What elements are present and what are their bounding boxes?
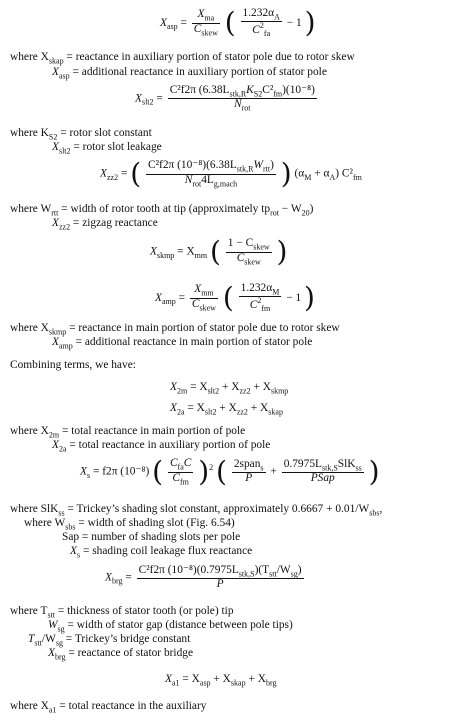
fraction: $\frac{C^2f2\pi (6.38L_{stk,R}K_{S2}C^2_{fm})(10^{-8})}{N_{rot}}$ [169, 84, 315, 113]
fraction: $\frac{C^2f2\pi (10^{-8})(6.38L_{stk,R}W_{rtt})}{N_{rot}4L_{g,mach}}$ [148, 159, 274, 188]
definition-line: where $X_{skmp}$ = reactance in main portion of stator pole due to rotor skew [10, 322, 340, 337]
definition-line: $X_s$ = shading coil leakage flux reactance [70, 545, 253, 560]
definition-line: where $W_{sbs}$ = width of shading slot (Fig. 6.54) [24, 517, 235, 532]
fraction: $\frac{C_{fa}C}{C_{fm}}$ [169, 457, 192, 486]
definition-line: $X_{2a}$ = total reactance in auxiliary portion of pole [52, 439, 271, 454]
definition-line: $W_{sg}$ = width of stator gap (distance between pole tips) [48, 619, 293, 634]
fraction: $\frac{1.232\alpha_M}{C^2_{fm}}$ [240, 282, 280, 314]
equation-x-skmp: $X_{skmp} = X_{mm}$ ( $\frac{1 - C_{skew}}{C_{skew}}$ ) [150, 235, 288, 268]
fraction: $\frac{X_{ma}}{C_{skew}}$ [193, 8, 218, 37]
equation-x-2m: $X_{2m} = X_{slt2} + X_{zz2} + X_{skmp}$ [170, 381, 289, 396]
equation-x-a1: $X_{a1} = X_{asp} + X_{skap} + X_{brg}$ [165, 673, 277, 688]
equation-x-amp: $X_{amp}$ = $\frac{X_{mm}}{C_{skew}}$ ( $\frac{1.232\alpha_M}{C^2_{fm}}$ − 1 ) [155, 281, 315, 315]
equation-x-2a: $X_{2a} = X_{slt2} + X_{zz2} + X_{skap}$ [170, 402, 283, 417]
definition-line: where $X_{skap}$ = reactance in auxiliary portion of stator pole due to rotor skew [10, 51, 355, 66]
definition-line: $X_{zz2}$ = zigzag reactance [52, 217, 158, 232]
fraction: $\frac{C^2f2\pi (10^{-8})(0.7975L_{stk,S})(T_{stt}/W_{sg})}{P}$ [138, 564, 302, 591]
equation-x-slt2: $X_{slt2}$ = $\frac{C^2f2\pi (6.38L_{stk,R}K_{S2}C^2_{fm})(10^{-8})}{N_{rot}}$ [135, 84, 315, 113]
fraction: $\frac{1.232\alpha_A}{C^2_{fa}}$ [242, 7, 280, 39]
fraction: $\frac{0.7975L_{stk,S}SlK_{ss}}{\text{PSap}}$ [283, 458, 362, 485]
definition-line: Sap = number of shading slots per pole [62, 531, 241, 543]
equation-x-brg: $X_{brg}$ = $\frac{C^2f2\pi (10^{-8})(0.7975L_{stk,S})(T_{stt}/W_{sg})}{P}$ [105, 564, 302, 591]
definition-line: $T_{stt}/W_{sg}$ = Trickey’s bridge constant [28, 633, 191, 648]
fraction: $\frac{2span_s}{P}$ [233, 458, 264, 485]
definition-line: where SlK$_{ss}$ = Trickey’s shading slot constant, approximately $0.6667 + 0.01/W_{sbs}$, [10, 503, 383, 518]
definition-line: where $K_{S2}$ = rotor slot constant [10, 127, 152, 142]
equation-x-asp: $X_{asp}$ = $\frac{X_{ma}}{C_{skew}}$ ( $\frac{1.232\alpha_A}{C^2_{fa}}$ − 1 ) [160, 6, 316, 40]
fraction: $\frac{1 - C_{skew}}{C_{skew}}$ [227, 237, 270, 266]
equation-x-s: $X_s = f2\pi$ (10⁻⁸) ( $\frac{C_{fa}C}{C_{fm}}$ )$^2$ ( $\frac{2span_s}{P}$ + $\frac{0.7975L_{stk,S}SlK_{ss}}{\text{PSap}}$ ) [80, 455, 380, 488]
definition-line: $X_{asp}$ = additional reactance in auxiliary portion of stator pole [52, 66, 327, 81]
definition-line: where $X_{a1}$ = total reactance in the auxiliary [10, 700, 207, 715]
definition-line: $X_{brg}$ = reactance of stator bridge [48, 647, 194, 662]
definition-line: $X_{amp}$ = additional reactance in main portion of stator pole [52, 336, 313, 351]
equation-x-zz2: $X_{zz2}$ = ( $\frac{C^2f2\pi (10^{-8})(6.38L_{stk,R}W_{rtt})}{N_{rot}4L_{g,mach}}$ ) $(\alpha_M + \alpha_A)$ $C^2_{fm}$ [100, 157, 362, 190]
definition-line: $X_{slt2}$ = rotor slot leakage [52, 141, 162, 156]
fraction: $\frac{X_{mm}}{C_{skew}}$ [191, 283, 216, 312]
paragraph-text: Combining terms, we have: [10, 359, 136, 371]
definition-line: where $T_{stt}$ = thickness of stator tooth (or pole) tip [10, 605, 234, 620]
definition-line: where $X_{2m}$ = total reactance in main portion of pole [10, 425, 246, 440]
definition-line: where $W_{rtt}$ = width of rotor tooth at tip (approximately $tp_{rot} - W_{20}$) [10, 203, 314, 218]
